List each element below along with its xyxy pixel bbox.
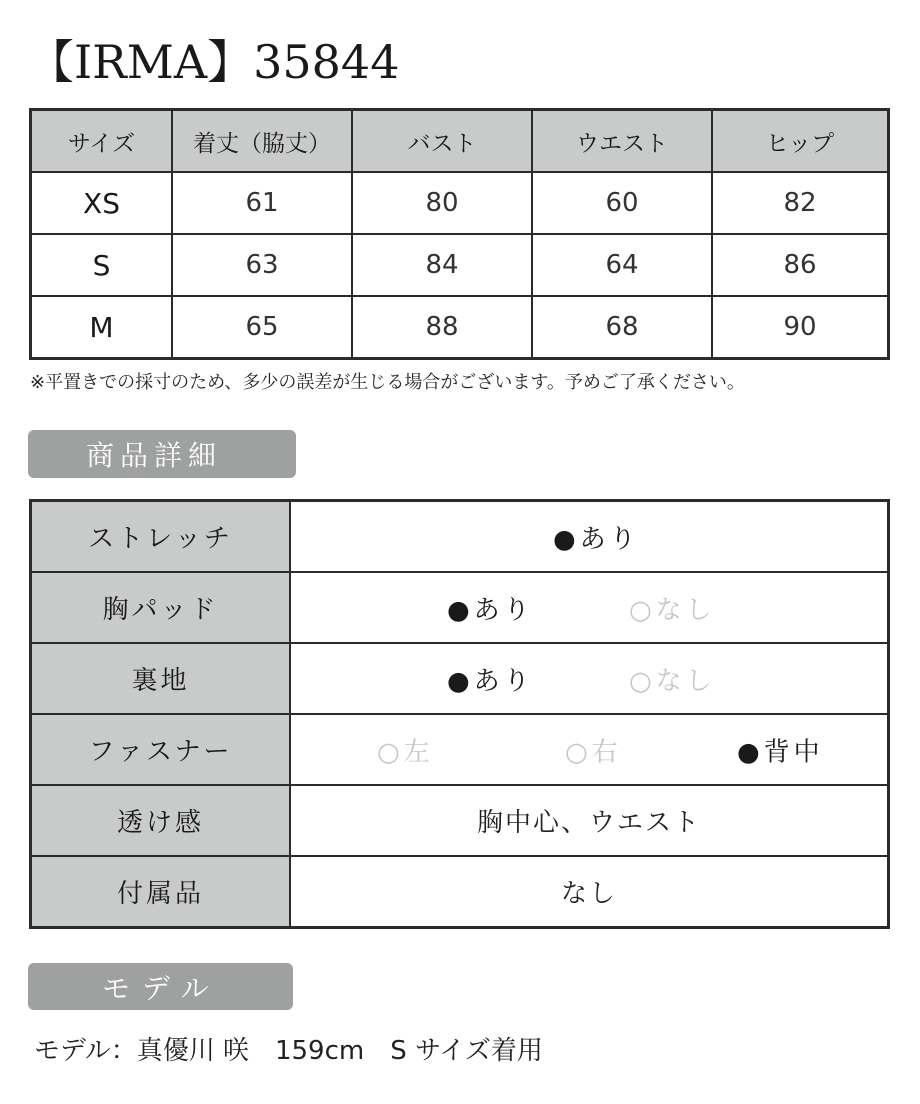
- header-waist: ウエスト: [532, 110, 712, 173]
- detail-row-lining: [31, 643, 889, 714]
- table-row: [31, 296, 889, 359]
- detail-row-sheer: [31, 785, 889, 856]
- cell-length: 63: [172, 234, 352, 296]
- cell-hip: 82: [712, 172, 889, 234]
- fastener-option-right: ○右: [565, 737, 622, 767]
- header-size: サイズ: [31, 110, 173, 173]
- page-title: 【IRMA】35844: [28, 35, 400, 89]
- details-table: [29, 499, 890, 929]
- detail-row-pad: [31, 572, 889, 643]
- fastener-option-back: ●背中: [737, 737, 824, 767]
- cell-hip: 90: [712, 296, 889, 359]
- model-section-heading: モデル: [28, 963, 293, 1010]
- detail-label: 裏地: [31, 643, 291, 714]
- pad-option-yes: ●あり: [447, 595, 534, 625]
- lining-option-no: ○なし: [629, 666, 716, 696]
- detail-label: 付属品: [31, 856, 291, 928]
- detail-row-stretch: [31, 501, 889, 573]
- table-row: [31, 172, 889, 234]
- lining-option-yes: ●あり: [447, 666, 534, 696]
- stretch-option-yes: ●あり: [553, 524, 640, 554]
- sheer-value: 胸中心、ウエスト: [290, 785, 889, 856]
- pad-option-no: ○なし: [629, 595, 716, 625]
- cell-waist: 60: [532, 172, 712, 234]
- cell-hip: 86: [712, 234, 889, 296]
- detail-row-fastener: [31, 714, 889, 785]
- details-section-heading: 商品詳細: [28, 430, 296, 478]
- cell-length: 61: [172, 172, 352, 234]
- detail-label: ファスナー: [31, 714, 291, 785]
- cell-bust: 80: [352, 172, 532, 234]
- header-hip: ヒップ: [712, 110, 889, 173]
- cell-bust: 88: [352, 296, 532, 359]
- detail-row-accessory: [31, 856, 889, 928]
- measurement-note: ※平置きでの採寸のため、多少の誤差が生じる場合がございます。予めご了承ください。: [30, 372, 745, 393]
- size-label: S: [31, 234, 173, 296]
- detail-label: ストレッチ: [31, 501, 291, 573]
- detail-label: 胸パッド: [31, 572, 291, 643]
- size-label: M: [31, 296, 173, 359]
- cell-waist: 68: [532, 296, 712, 359]
- cell-bust: 84: [352, 234, 532, 296]
- fastener-option-left: ○左: [377, 737, 434, 767]
- size-label: XS: [31, 172, 173, 234]
- accessory-value: なし: [290, 856, 889, 928]
- size-table-header: [31, 110, 889, 173]
- size-table: [29, 108, 890, 360]
- cell-waist: 64: [532, 234, 712, 296]
- header-bust: バスト: [352, 110, 532, 173]
- header-length: 着丈（脇丈）: [172, 110, 352, 173]
- table-row: [31, 234, 889, 296]
- detail-label: 透け感: [31, 785, 291, 856]
- model-info: モデル：真優川 咲 159cm S サイズ着用: [34, 1036, 543, 1066]
- cell-length: 65: [172, 296, 352, 359]
